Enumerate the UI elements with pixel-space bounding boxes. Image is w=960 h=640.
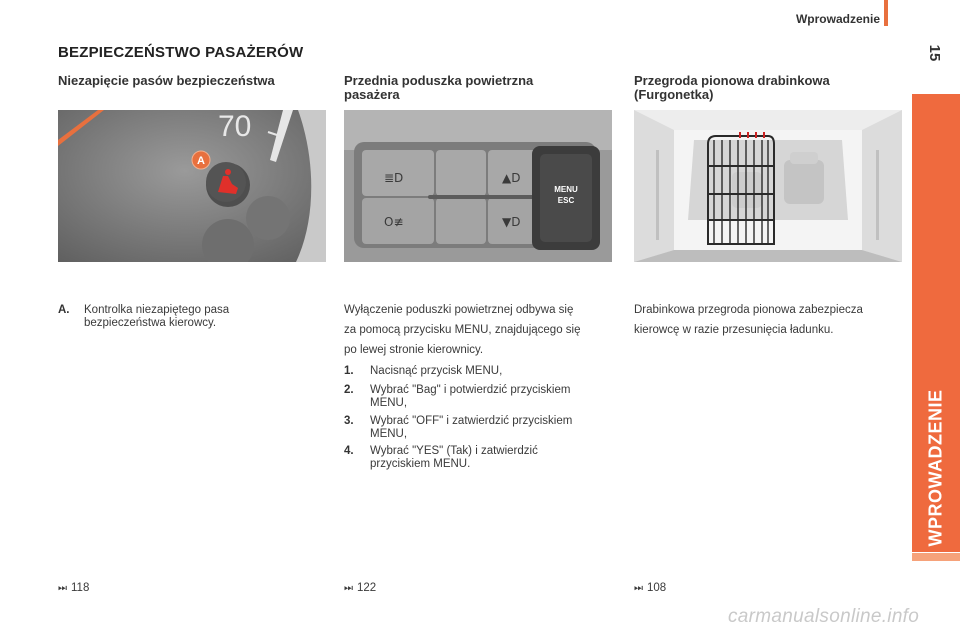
- column-3-page-reference[interactable]: [634, 582, 666, 594]
- paragraph-line: Wyłączenie poduszki powietrznej odbywa się: [344, 304, 574, 316]
- step-text: Wybrać "Bag" i potwierdzić przyciskiem: [370, 384, 571, 396]
- column-1-page-reference[interactable]: [58, 582, 89, 594]
- running-header: Wprowadzenie: [795, 12, 880, 26]
- step-text-line2: MENU,: [370, 397, 408, 409]
- seatbelt-warning-photo: [58, 110, 326, 262]
- column-3-title: [634, 74, 830, 102]
- page-reference-number: 118: [71, 582, 90, 594]
- column-1-title-line1: Niezapięcie pasów bezpieczeństwa: [58, 73, 275, 88]
- paragraph-line: kierowcę w razie przesunięcia ładunku.: [634, 324, 834, 336]
- airbag-menu-button-photo: [344, 110, 612, 262]
- step-number: 4.: [344, 445, 354, 457]
- rear-fog-light-icon: O≢: [384, 215, 404, 229]
- page-reference-number: 122: [357, 582, 377, 594]
- step-text-line2: MENU,: [370, 428, 408, 440]
- step-number: 1.: [344, 365, 354, 377]
- step-text: Wybrać "OFF" i zatwierdzić przyciskiem: [370, 415, 573, 427]
- step-text-line2: przyciskiem MENU.: [370, 458, 471, 470]
- step-2: [344, 384, 602, 410]
- column-2-title: [344, 74, 533, 102]
- item-text-line2: bezpieczeństwa kierowcy.: [84, 317, 217, 329]
- headlamp-up-icon: ▲D: [502, 171, 521, 185]
- skip-forward-icon: ⏭: [634, 583, 643, 594]
- chapter-tab-label: WPROWADZENIE: [925, 389, 946, 547]
- chapter-tab-divider: [912, 553, 960, 561]
- column-2-paragraph: [344, 300, 614, 360]
- ladder-partition-photo: [634, 110, 902, 262]
- column-1-item-a: [58, 304, 316, 330]
- step-number: 3.: [344, 415, 354, 427]
- item-label: A.: [58, 304, 70, 316]
- step-text: Nacisnąć przycisk MENU,: [370, 365, 503, 377]
- column-3-paragraph: [634, 300, 902, 340]
- column-3-title-line2: (Furgonetka): [634, 87, 714, 102]
- column-2-title-line2: pasażera: [344, 87, 400, 102]
- paragraph-line: Drabinkowa przegroda pionowa zabezpiecza: [634, 304, 863, 316]
- page-reference-number: 108: [647, 582, 667, 594]
- section-title: BEZPIECZEŃSTWO PASAŻERÓW: [58, 44, 304, 61]
- step-3: [344, 415, 602, 441]
- column-2-page-reference[interactable]: [344, 582, 376, 594]
- skip-forward-icon: ⏭: [58, 583, 67, 594]
- header-accent-bar: [884, 0, 888, 26]
- column-1-title: [58, 74, 275, 88]
- step-1: [344, 365, 602, 378]
- fog-light-icon: ≣D: [384, 171, 404, 185]
- paragraph-line: po lewej stronie kierownicy.: [344, 344, 484, 356]
- item-text-line1: Kontrolka niezapiętego pasa: [84, 304, 230, 316]
- menu-button-label: MENU: [554, 185, 578, 194]
- paragraph-line: za pomocą przycisku MENU, znajdującego się: [344, 324, 581, 336]
- column-3-title-line1: Przegroda pionowa drabinkowa: [634, 73, 830, 88]
- headlamp-down-icon: ▼D: [502, 215, 521, 229]
- step-number: 2.: [344, 384, 354, 396]
- step-text: Wybrać "YES" (Tak) i zatwierdzić: [370, 445, 538, 457]
- esc-button-label: ESC: [557, 196, 575, 205]
- step-4: [344, 445, 602, 471]
- watermark: carmanualsonline.info: [728, 606, 920, 627]
- callout-badge-a: A: [197, 155, 205, 167]
- skip-forward-icon: ⏭: [344, 583, 353, 594]
- page-number: 15: [926, 44, 943, 62]
- speedometer-reading: 70: [218, 110, 252, 143]
- column-2-title-line1: Przednia poduszka powietrzna: [344, 73, 534, 88]
